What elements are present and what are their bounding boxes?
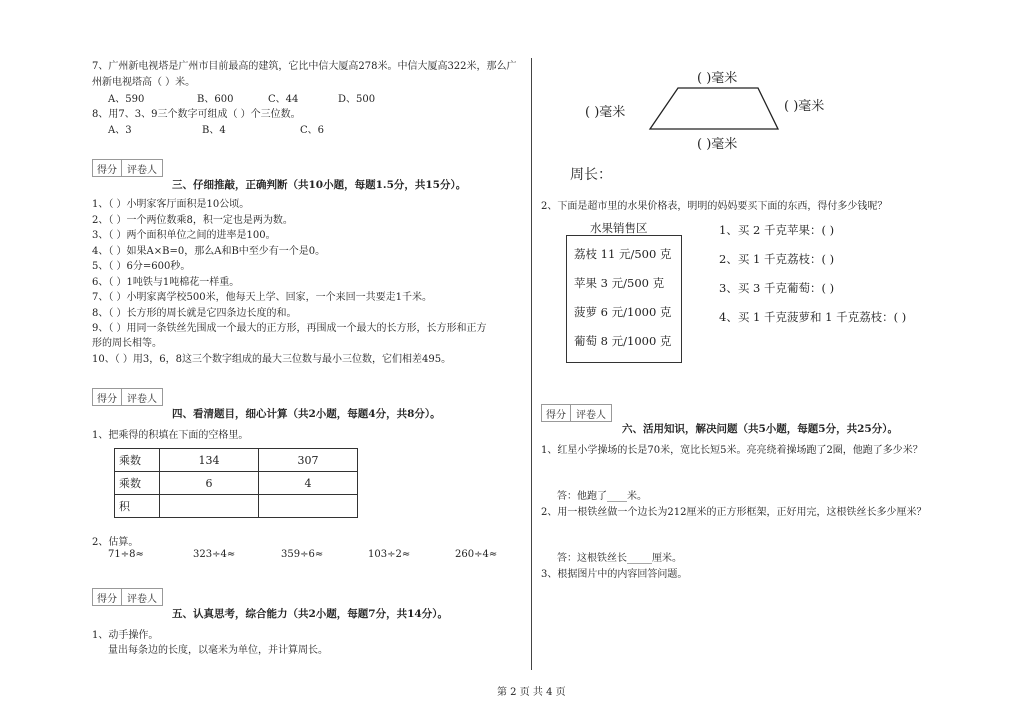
table-cell: 134	[160, 449, 259, 472]
buy-item-3: 3、买 3 千克葡萄：( )	[719, 281, 835, 295]
estimate-1: 71÷8≈	[108, 549, 144, 560]
grader-label: 评卷人	[127, 593, 157, 605]
right-q2: 2、下面是超市里的水果价格表，明明的妈妈要买下面的东西，得付多少钱呢？	[541, 201, 888, 212]
grader-label: 评卷人	[127, 164, 157, 176]
fruit-price: 菠萝 6 元/1000 克	[574, 305, 672, 319]
table-row	[115, 495, 358, 518]
section3-title: 三、仔细推敲，正确判断（共10小题，每题1.5分，共15分）。	[172, 179, 467, 191]
table-cell: 6	[160, 472, 259, 495]
q8-option-b: B、4	[202, 125, 226, 136]
fruit-table-title: 水果销售区	[590, 221, 648, 235]
q8-option-a: A、3	[108, 125, 132, 136]
trapezoid-shape	[650, 88, 778, 129]
trapezoid-bottom-label: ( )毫米	[697, 137, 738, 152]
q8-option-c: C、6	[300, 125, 325, 136]
s3-item-2: 2、（ ）一个两位数乘8，积一定也是两为数。	[92, 215, 293, 226]
trapezoid-left-label: ( )毫米	[585, 105, 626, 120]
trapezoid-top-label: ( )毫米	[697, 71, 738, 86]
buy-item-2: 2、买 1 千克荔枝：( )	[719, 252, 835, 266]
score-label: 得分	[93, 589, 122, 605]
score-label: 得分	[93, 160, 122, 176]
fruit-price: 葡萄 8 元/1000 克	[574, 334, 672, 348]
s6-q1: 1、红星小学操场的长是70米，宽比长短5米。亮亮绕着操场跑了2圈，他跑了多少米？	[541, 445, 923, 456]
estimate-5: 260÷4≈	[455, 549, 498, 560]
table-row	[115, 472, 358, 495]
s3-item-8: 8、（ ）长方形的周长就是它四条边长度的和。	[92, 308, 297, 319]
score-box	[92, 588, 163, 606]
s3-item-10: 10、（ ）用3，6，8这三个数字组成的最大三位数与最小三位数，它们相差495。	[92, 354, 452, 365]
s3-item-5: 5、（ ）6分=600秒。	[92, 261, 191, 272]
answer-cell[interactable]	[259, 495, 358, 518]
s3-item-6: 6、（ ）1吨铁与1吨棉花一样重。	[92, 277, 240, 288]
buy-item-4: 4、买 1 千克菠萝和 1 千克荔枝：( )	[719, 310, 907, 324]
s5-q1: 1、动手操作。	[92, 630, 159, 641]
fruit-price: 荔枝 11 元/500 克	[574, 247, 672, 261]
s3-item-1: 1、（ ）小明家客厅面积是10公顷。	[92, 199, 250, 210]
score-box	[92, 159, 163, 177]
buy-item-1: 1、买 2 千克苹果：( )	[719, 223, 835, 237]
q7-option-a: A、590	[108, 94, 145, 105]
s3-item-4: 4、（ ）如果A×B=0，那么A和B中至少有一个是0。	[92, 246, 326, 257]
estimate-4: 103÷2≈	[368, 549, 411, 560]
s6-a1: 答：他跑了____米。	[557, 491, 647, 502]
q7-option-b: B、600	[197, 94, 234, 105]
section4-title: 四、看清题目，细心计算（共2小题，每题4分，共8分）。	[172, 408, 441, 420]
s4-q2: 2、估算。	[92, 537, 139, 548]
page-footer: 第 2 页 共 4 页	[497, 687, 566, 698]
s6-q2: 2、用一根铁丝做一个边长为212厘米的正方形框架，正好用完，这根铁丝长多少厘米？	[541, 507, 927, 518]
s3-item-3: 3、（ ）两个面积单位之间的进率是100。	[92, 230, 276, 241]
section6-title: 六、活用知识，解决问题（共5小题，每题5分，共25分）。	[622, 423, 898, 435]
s5-q1-desc: 量出每条边的长度，以毫米为单位，并计算周长。	[108, 645, 328, 656]
q7-line2: 州新电视塔高（ ）米。	[92, 77, 196, 88]
score-label: 得分	[542, 405, 571, 421]
s6-q3: 3、根据图片中的内容回答问题。	[541, 569, 688, 580]
answer-cell[interactable]	[160, 495, 259, 518]
s4-q1: 1、把乘得的积填在下面的空格里。	[92, 430, 249, 441]
table-cell: 4	[259, 472, 358, 495]
trapezoid-right-label: ( )毫米	[784, 99, 825, 114]
section5-title: 五、认真思考，综合能力（共2小题，每题7分，共14分）。	[172, 608, 448, 620]
fruit-price-box	[566, 235, 682, 363]
s3-item-7: 7、（ ）小明家离学校500米，他每天上学、回家，一个来回一共要走1千米。	[92, 292, 432, 303]
score-box	[541, 404, 612, 422]
q7-line1: 7、广州新电视塔是广州市目前最高的建筑，它比中信大厦高278米。中信大厦高322米，那么广	[92, 61, 517, 72]
estimate-2: 323÷4≈	[193, 549, 236, 560]
fruit-price: 苹果 3 元/500 克	[574, 276, 665, 290]
perimeter-label: 周长：	[570, 167, 612, 183]
grader-label: 评卷人	[576, 409, 606, 421]
q7-option-c: C、44	[268, 94, 299, 105]
s3-item-9-cont: 形的周长相等。	[92, 338, 162, 349]
trapezoid-figure	[640, 84, 780, 134]
grader-label: 评卷人	[127, 393, 157, 405]
table-row	[115, 449, 358, 472]
score-box	[92, 388, 163, 406]
s3-item-9: 9、（ ）用同一条铁丝先围成一个最大的正方形，再围成一个最大的长方形，长方形和正方	[92, 323, 487, 334]
estimate-3: 359÷6≈	[281, 549, 324, 560]
score-label: 得分	[93, 389, 122, 405]
s6-a2: 答：这根铁丝长_____厘米。	[557, 553, 682, 564]
table-cell: 307	[259, 449, 358, 472]
column-divider	[531, 58, 532, 670]
row-head: 积	[115, 495, 160, 518]
row-head: 乘数	[115, 472, 160, 495]
q8-line: 8、用7、3、9三个数字可组成（ ）个三位数。	[92, 109, 301, 120]
q7-option-d: D、500	[338, 94, 376, 105]
row-head: 乘数	[115, 449, 160, 472]
multiplication-table	[114, 448, 358, 518]
